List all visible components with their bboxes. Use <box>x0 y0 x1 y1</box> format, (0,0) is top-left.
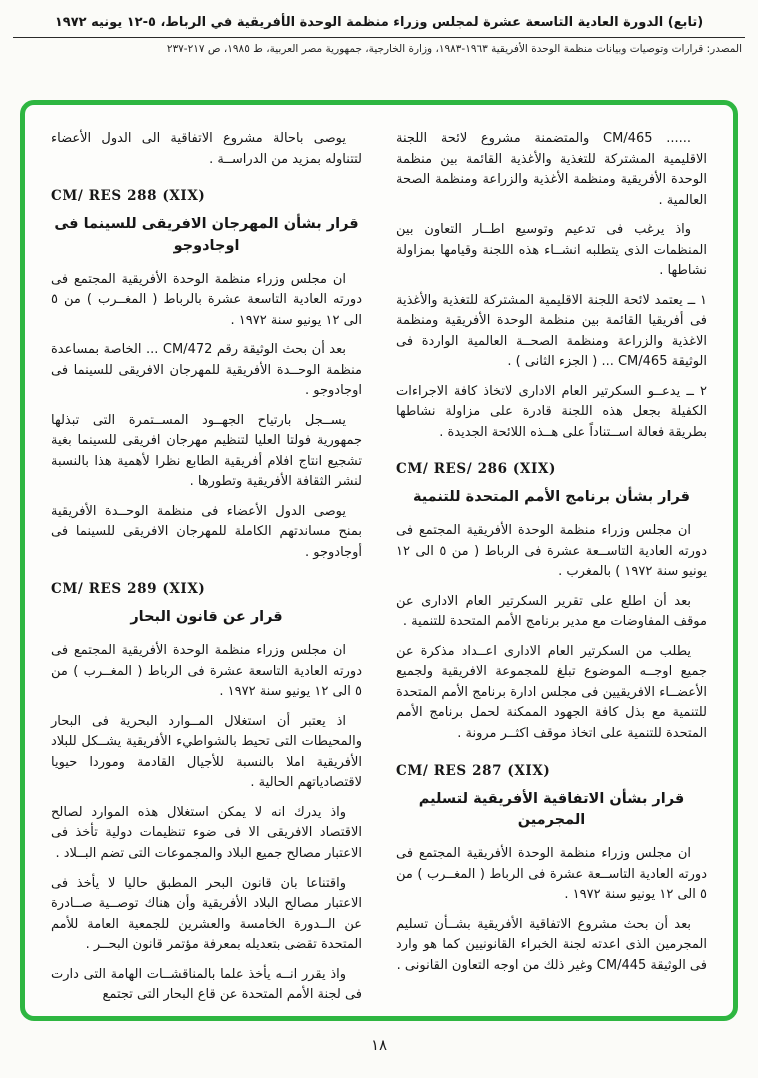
resolution-code: CM/ RES/ 286 (XIX) <box>396 461 556 478</box>
paragraph: يوصى الدول الأعضاء فى منظمة الوحــدة الأفريقية بمنح مساندتهم الكاملة للمهرجان الافريقى للسينما فى أوجادوجو . <box>51 503 362 560</box>
paragraph: ان مجلس وزراء منظمة الوحدة الأفريقية المجتمع فى دورته العادية التاسعة عشرة فى الرباط ( المغــرب ) من ٥ الى ١٢ يونيو سنة ١٩٧٢ . <box>51 643 362 700</box>
resolution-code: CM/ RES 288 (XIX) <box>51 188 206 205</box>
resolution-title: قرار بشأن الاتفاقية الأفريقية لتسليم المجرمين <box>418 790 685 829</box>
resolution-title: قرار بشأن المهرجان الافريقى للسينما فى اوجادوجو <box>54 216 359 254</box>
resolution-code: CM/ RES 289 (XIX) <box>51 581 206 598</box>
page-header <box>0 0 758 55</box>
header-session-title: (تابع) الدورة العادية التاسعة عشرة لمجلس وزراء منظمة الوحدة الأفريقية في الرباط، ٥-١٢ يونيه ١٩٧٢ <box>54 15 704 30</box>
paragraph: يطلب من السكرتير العام الادارى اعــداد مذكرة عن جميع اوجــه الموضوع تبلغ للمجموعة الافريقية ولجميع الأعضــاء الافريقيين فى مجلس ادارة برنامج الأمم المتحدة للتنمية مع بذل كافة الجهود الممكنة لحمل برنامج الأمم المتحدة للتنمية على اتخاذ موقف اكثــر مرونة . <box>396 643 707 741</box>
resolution-code: CM/ RES 287 (XIX) <box>396 762 551 779</box>
numbered-clause: ٢ ــ يدعــو السكرتير العام الادارى لاتخاذ كافة الاجراءات الكفيلة بجعل هذه اللجنة قادرة على مزاولة نشاطها بطريقة فعالة اســتناداً على هــذه اللائحة الجديدة . <box>396 383 707 440</box>
paragraph: يوصى باحالة مشروع الاتفاقية الى الدول الأعضاء لتتناوله بمزيد من الدراســة . <box>51 131 362 167</box>
column-right <box>396 129 707 998</box>
numbered-clause: ١ ــ يعتمد لائحة اللجنة الاقليمية المشتركة للتغذية والأغذية فى أفريقيا القائمة بين منظمة الوحدة الأفريقية ومنظمة الاغذية والزراعة ومنظمة الصحــة العالمية الواردة فى الوثيقة CM/465 ... ( الجزء الثانى ) . <box>396 292 707 370</box>
header-divider <box>13 37 745 38</box>
resolutions-border-box <box>20 100 738 1021</box>
paragraph: ...... CM/465 والمتضمنة مشروع لائحة اللجنة الاقليمية المشتركة للتغذية والأغذية القائمة بين منظمة الوحدة الأفريقية ومنظمة الأغذية والزراعة ومنظمة الصحة العالمية . <box>396 131 707 208</box>
paragraph: ان مجلس وزراء منظمة الوحدة الأفريقية المجتمع فى دورته العادية التاســعة عشرة فى الرباط ( من ٥ الى ١٢ يونيو سنة ١٩٧٢ ) بالمغرب . <box>396 523 707 580</box>
paragraph: يســجل بارتياح الجهــود المســتمرة التى تبذلها جمهورية فولتا العليا لتنظيم مهرجان افريقى للسينما بغية تشجيع انتاج افلام أفريقية الطابع نظرا لأهمية هذا بالنسبة لنشر الثقافة الأفريقية وتطورها . <box>51 412 362 490</box>
paragraph: بعد أن بحث مشروع الاتفاقية الأفريقية بشــأن تسليم المجرمين الذى اعدته لجنة الخبراء القانونيين كما هو وارد فى الوثيقة CM/445 وغير ذلك من اوجه التعاون القانونى . <box>396 916 707 973</box>
paragraph: ان مجلس وزراء منظمة الوحدة الأفريقية المجتمع فى دورته العادية التاسعة عشرة بالرباط ( المغــرب ) من ٥ الى ١٢ يونيو سنة ١٩٧٢ . <box>51 271 362 328</box>
page-number: ١٨ <box>370 1036 388 1054</box>
paragraph: اذ يعتبر أن استغلال المــوارد البحرية فى البحار والمحيطات التى تحيط بالشواطيء الأفريقية يشــكل للبلاد الأفريقية املا بالنسبة للأجيال القادمة وموردا حيويا لاقتصادياتهم الحالية . <box>51 713 362 791</box>
column-left <box>51 129 362 1003</box>
resolution-title: قرار بشأن برنامج الأمم المتحدة للتنمية <box>412 489 691 506</box>
paragraph: ان مجلس وزراء منظمة الوحدة الأفريقية المجتمع فى دورته العادية التاســعة عشرة فى الرباط ( المغــرب ) من ٥ الى ١٢ يونيو سنة ١٩٧٢ . <box>396 846 707 903</box>
header-source-line: المصدر: قرارات وتوصيات وبيانات منظمة الوحدة الأفريقية ١٩٦٣-١٩٨٣، وزارة الخارجية، جمهورية مصر العربية، ط ١٩٨٥، ص ٢١٧-٢٣٧ <box>166 43 742 55</box>
text-columns <box>51 129 707 1003</box>
paragraph: واذ يدرك انه لا يمكن استغلال هذه الموارد لصالح الاقتصاد الافريقى الا فى ضوء تنظيمات دولية تأخذ فى الاعتبار مصالح جميع البلاد والمجموعات التى تضم البــلاد . <box>51 804 362 861</box>
paragraph: بعد أن اطلع على تقرير السكرتير العام الادارى عن موقف المفاوضات مع مدير برنامج الأمم المتحدة للتنمية . <box>396 593 707 630</box>
paragraph: واقتناعا بان قانون البحر المطبق حاليا لا يأخذ فى الاعتبار مصالح البلاد الأفريقية وأن هناك توصــية صــادرة عن الــدورة الخامسة والعشرين للجمعية العامة للأمم المتحدة تقضى بتعديله بمعرفة مؤتمر قانون البحــر . <box>51 875 362 953</box>
resolution-title: قرار عن قانون البحار <box>130 609 283 626</box>
paragraph: بعد أن بحث الوثيقة رقم CM/472 ... الخاصة بمساعدة منظمة الوحــدة الأفريقية للمهرجان الافريقى للسينما فى اوجادوجو . <box>51 342 362 399</box>
paragraph: واذ يرغب فى تدعيم وتوسيع اطــار التعاون بين المنظمات الذى يتطلبه انشــاء هذه اللجنة وقيامها بمزاولة نشاطها . <box>396 222 707 279</box>
paragraph: واذ يقرر انــه يأخذ علما بالمناقشــات الهامة التى دارت فى لجنة الأمم المتحدة عن قاع البحار التى تجتمع <box>51 966 362 1003</box>
